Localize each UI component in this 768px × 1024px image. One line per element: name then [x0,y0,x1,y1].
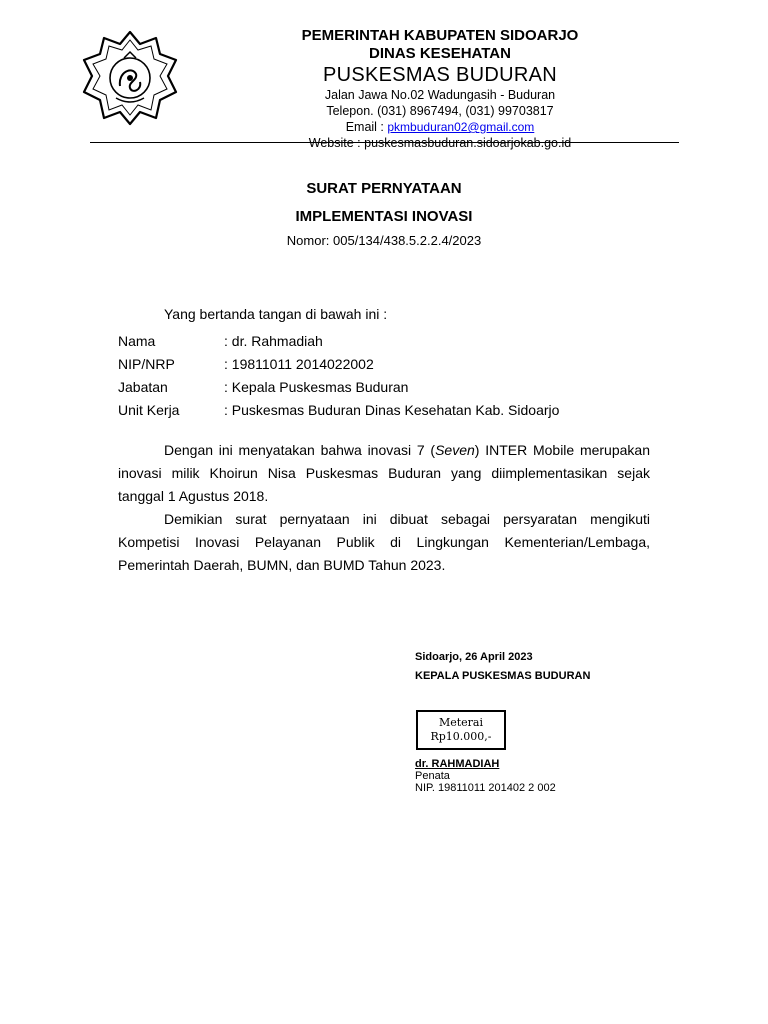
government-name: PEMERINTAH KABUPATEN SIDOARJO [301,27,579,44]
place-date: Sidoarjo, 26 April 2023 [415,651,533,663]
paragraph-line: Kompetisi Inovasi Pelayanan Publik di Lingkungan Kementerian/Lembaga, [118,534,650,550]
paragraph-line: tanggal 1 Agustus 2018. [118,488,269,504]
paragraph-line: Pemerintah Daerah, BUMN, dan BUMD Tahun 2023. [118,557,446,573]
duty-stamp [416,710,506,750]
document-subtitle: IMPLEMENTASI INOVASI [295,208,473,225]
intro-text: Yang bertanda tangan di bawah ini : [164,306,388,322]
text-run: ) INTER Mobile merupakan [474,442,650,458]
field-label: NIP/NRP [118,355,175,372]
field-row-position [118,375,559,398]
statement-paragraph [118,439,650,508]
paragraph-line: inovasi milik Khoirun Nisa Puskesmas Buduran yang diimplementasikan sejak [118,465,650,481]
address: Jalan Jawa No.02 Wadungasih - Buduran [324,88,556,102]
field-value: : Kepala Puskesmas Buduran [224,378,409,395]
signer-fields [118,329,559,421]
paragraph-line: Demikian surat pernyataan ini dibuat sebagai persyaratan mengikuti [164,511,650,527]
document-number: Nomor: 005/134/438.5.2.2.4/2023 [286,233,482,248]
regency-emblem-icon [80,28,180,128]
stamp-amount: Rp10.000,- [430,730,492,743]
field-row-nip [118,352,559,375]
field-value: : dr. Rahmadiah [224,332,323,349]
website: Website : puskesmasbuduran.sidoarjokab.go.id [308,136,572,150]
text-run: Dengan ini menyatakan bahwa inovasi 7 ( [164,442,436,458]
letterhead [200,27,680,151]
field-value: : Puskesmas Buduran Dinas Kesehatan Kab. Sidoarjo [224,401,560,418]
field-label: Jabatan [118,378,168,395]
field-value: : 19811011 2014022002 [224,355,374,372]
field-row-name [118,329,559,352]
italic-run: Seven [435,442,475,458]
stamp-label: Meterai [438,716,484,729]
email-label: Email : [345,120,388,134]
document-title: SURAT PERNYATAAN [306,180,462,197]
email-line [200,119,680,135]
signer-position: KEPALA PUSKESMAS BUDURAN [415,670,591,682]
field-label: Unit Kerja [118,401,180,418]
closing-paragraph [118,508,650,577]
field-row-unit [118,398,559,421]
paragraph-line [118,439,650,462]
institution-name: PUSKESMAS BUDURAN [322,64,558,86]
phone: Telepon. (031) 8967494, (031) 99703817 [326,104,554,118]
department-name: DINAS KESEHATAN [369,45,511,62]
signer-rank: Penata [415,770,450,782]
email-link[interactable]: pkmbuduran02@gmail.com [387,120,535,134]
signer-nip: NIP. 19811011 201402 2 002 [415,782,556,794]
letterhead-divider [90,142,679,143]
signer-name: dr. RAHMADIAH [415,758,500,770]
field-label: Nama [118,332,156,349]
